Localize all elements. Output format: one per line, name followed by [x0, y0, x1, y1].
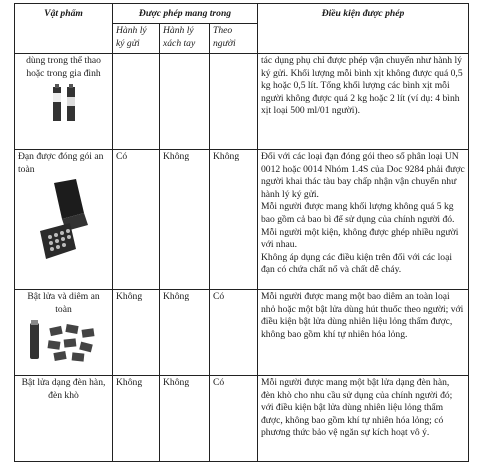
- table-row: [15, 150, 469, 290]
- ammunition-box-icon: [36, 179, 92, 261]
- condition-text: tác dụng phụ chỉ được phép vận chuyển như hành lý ký gửi. Khối lượng mỗi bình xịt không được quá 0,5 kg hoặc 0,5 lít. Tổng khối lượng các bình xịt mỗi người không được quá 2 kg hoặc 2 lít (ví dụ: 4 bình xịt loại 500 ml/01 người).: [261, 55, 463, 117]
- on-person-cell: [210, 54, 258, 150]
- item-cell: [15, 376, 113, 462]
- checked-cell: Có: [113, 150, 160, 290]
- checked-cell: Không: [113, 290, 160, 376]
- item-cell: [15, 150, 113, 290]
- condition-text: Không áp dụng các điều kiện trên đối với các loại đạn có chứa chất nổ và chất dễ cháy.: [261, 251, 453, 276]
- header-allowed: Được phép mang trong: [113, 4, 258, 24]
- carry-on-cell: Không: [160, 376, 210, 462]
- header-carry-on: Hành lý xách tay: [160, 24, 210, 54]
- condition-text: Mỗi người một kiện, không được ghép nhiều người với nhau.: [261, 226, 459, 251]
- conditions-cell: [258, 376, 469, 462]
- condition-text: Đối với các loại đạn đóng gói theo số phân loại UN 0012 hoặc 0014 Nhóm 1.4S của Doc 9284 phải được người khai thác tàu bay chấp nhận vận chuyển như hành lý ký gửi.: [261, 151, 465, 200]
- header-checked: Hành lý ký gửi: [113, 24, 160, 54]
- header-row: [15, 4, 469, 24]
- carry-on-cell: Không: [160, 150, 210, 290]
- item-name: dùng trong thể thao hoặc trong gia đình: [26, 55, 101, 79]
- checked-cell: Không: [113, 376, 160, 462]
- carry-on-cell: Không: [160, 290, 210, 376]
- dangerous-goods-table: [14, 3, 469, 462]
- condition-text: Mỗi người được mang khối lượng không quá 5 kg bao gồm cả bao bì để sử dụng của chính người đó.: [261, 201, 455, 225]
- on-person-cell: Không: [210, 150, 258, 290]
- table-row: [15, 54, 469, 150]
- item-name: Đạn được đóng gói an toàn: [18, 151, 104, 175]
- on-person-cell: Có: [210, 376, 258, 462]
- table-row: [15, 290, 469, 376]
- header-on-person: Theo người: [210, 24, 258, 54]
- aerosol-cans-icon: [49, 83, 79, 123]
- item-name: Bật lửa dạng đèn hàn, đèn khò: [21, 377, 106, 401]
- condition-text: Mỗi người được mang một bao diêm an toàn loại nhỏ hoặc một bật lửa dùng hút thuốc theo người; với điều kiện bật lửa dùng nhiên liệu lỏng thẩm được, không bao gồm khí tự nhiên hóa lỏng.: [261, 291, 464, 340]
- checked-cell: [113, 54, 160, 150]
- lighter-matches-icon: [24, 319, 104, 363]
- item-cell: [15, 54, 113, 150]
- item-cell: [15, 290, 113, 376]
- item-name: Bật lửa và diêm an toàn: [27, 291, 100, 315]
- table-row: [15, 376, 469, 462]
- carry-on-cell: [160, 54, 210, 150]
- header-item: Vật phẩm: [15, 4, 113, 54]
- header-conditions: Điều kiện được phép: [258, 4, 469, 54]
- on-person-cell: Có: [210, 290, 258, 376]
- conditions-cell: [258, 150, 469, 290]
- conditions-cell: [258, 54, 469, 150]
- condition-text: Mỗi người được mang một bật lửa dạng đèn hàn, đèn khò cho nhu cầu sử dụng của chính người đó; với điều kiện bật lửa dùng nhiên liệu lỏng thẩm được, không bao gồm khí tự nhiên hóa lỏng; có phương thức bảo vệ ngăn sự kích hoạt vô ý.: [261, 377, 453, 439]
- conditions-cell: [258, 290, 469, 376]
